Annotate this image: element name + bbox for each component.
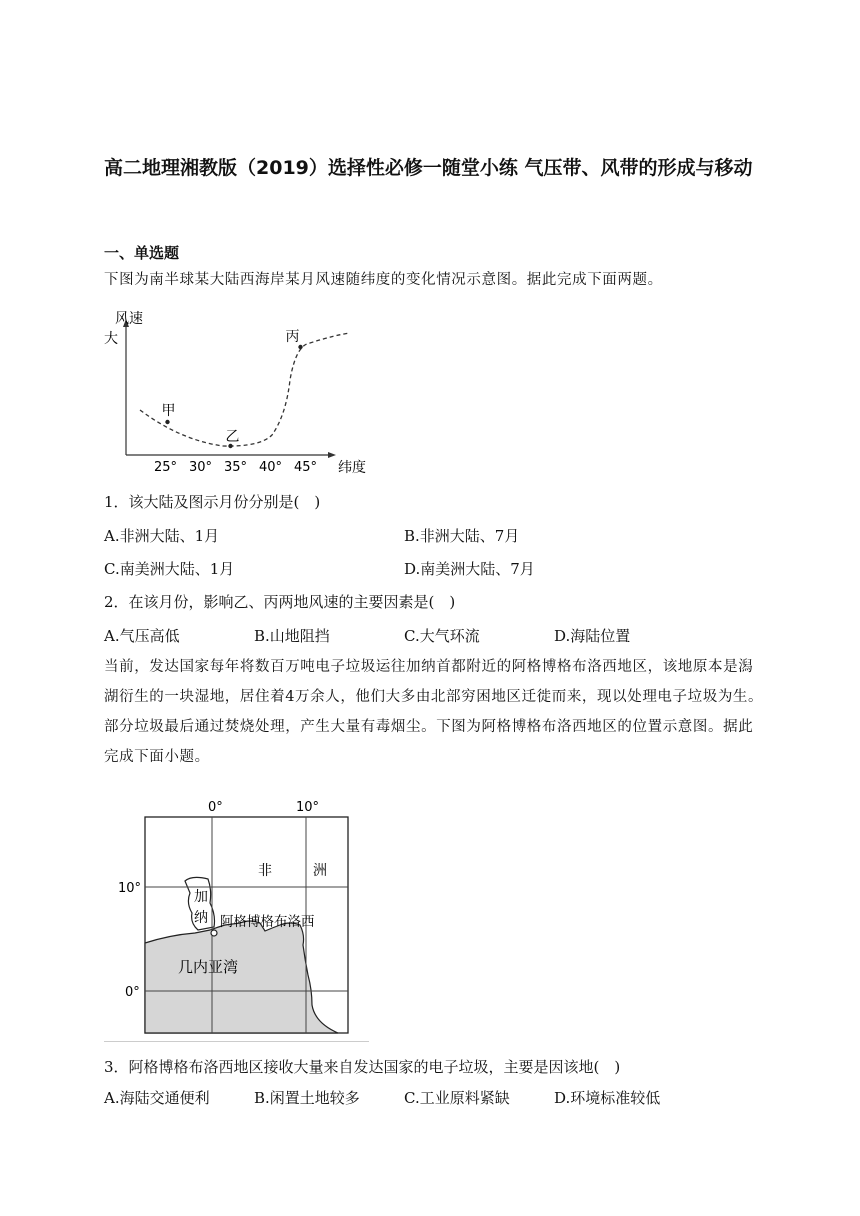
country-label-2: 纳 (194, 910, 208, 926)
q2-option-c[interactable]: C.大气环流 (404, 627, 480, 645)
x-tick-label: 30° (189, 460, 213, 475)
curve-point-3 (298, 345, 302, 349)
gulf-label: 几内亚湾 (178, 958, 239, 976)
q2-stem: 2．在该月份，影响乙、丙两地风速的主要因素是( ) (104, 593, 456, 611)
section-heading: 一、单选题 (104, 244, 180, 262)
x-tick-label: 45° (294, 460, 318, 475)
wind-speed-figure (100, 305, 380, 480)
lat-label-0: 0° (125, 985, 140, 1000)
x-label: 纬度 (338, 460, 366, 476)
q1-stem: 1．该大陆及图示月份分别是( ) (104, 493, 321, 511)
lon-label-10: 10° (296, 800, 320, 815)
continent-label-1: 非 (258, 863, 272, 879)
x-tick-label: 25° (154, 460, 178, 475)
intro-paragraph-2: 当前，发达国家每年将数百万吨电子垃圾运往加纳首都附近的阿格博格布洛西地区，该地原本是潟湖衍生的一块湿地，居住着4万余人，他们大多由北部穷困地区迁徙而来，现以处理电子垃圾为生。部分垃圾最后通过焚烧处理，产生大量有毒烟尘。下图为阿格博格布洛西地区的位置示意图。据此完成下面小题。 (104, 659, 764, 765)
continent-label-2: 洲 (313, 863, 327, 879)
q2-option-a[interactable]: A.气压高低 (104, 627, 180, 645)
q2-option-d[interactable]: D.海陆位置 (554, 627, 631, 645)
q1-option-a[interactable]: A.非洲大陆、1月 (104, 527, 220, 545)
q1-option-d[interactable]: D.南美洲大陆、7月 (404, 560, 535, 578)
y-label-1: 风速 (115, 311, 143, 327)
y-label-2: 大 (104, 331, 118, 347)
q2-option-b[interactable]: B.山地阻挡 (254, 627, 330, 645)
lat-label-10: 10° (118, 881, 142, 896)
intro-paragraph-1: 下图为南半球某大陆西海岸某月风速随纬度的变化情况示意图。据此完成下面两题。 (104, 272, 663, 288)
x-axis-arrow (328, 452, 336, 458)
site-marker (211, 930, 217, 936)
wind-speed-curve (140, 333, 350, 446)
q3-stem: 3．阿格博格布洛西地区接收大量来自发达国家的电子垃圾，主要是因该地( ) (104, 1058, 621, 1076)
q1-option-b[interactable]: B.非洲大陆、7月 (404, 527, 520, 545)
lon-label-0: 0° (208, 800, 223, 815)
curve-point-label: 丙 (285, 329, 300, 345)
q3-option-d[interactable]: D.环境标准较低 (554, 1089, 661, 1107)
q3-option-a[interactable]: A.海陆交通便利 (104, 1089, 210, 1107)
country-label-1: 加 (194, 889, 208, 905)
q1-option-c[interactable]: C.南美洲大陆、1月 (104, 560, 235, 578)
q3-option-b[interactable]: B.闲置土地较多 (254, 1089, 360, 1107)
q3-option-c[interactable]: C.工业原料紧缺 (404, 1089, 510, 1107)
curve-point-label: 乙 (225, 429, 240, 445)
location-map-figure (100, 795, 375, 1045)
x-tick-label: 35° (224, 460, 248, 475)
figure-divider (104, 1041, 369, 1042)
curve-point-1 (165, 420, 169, 424)
page-title: 高二地理湘教版（2019）选择性必修一随堂小练 气压带、风带的形成与移动 (104, 157, 753, 179)
site-label: 阿格博格布洛西 (220, 914, 315, 930)
x-tick-label: 40° (259, 460, 283, 475)
curve-point-label: 甲 (161, 403, 176, 419)
